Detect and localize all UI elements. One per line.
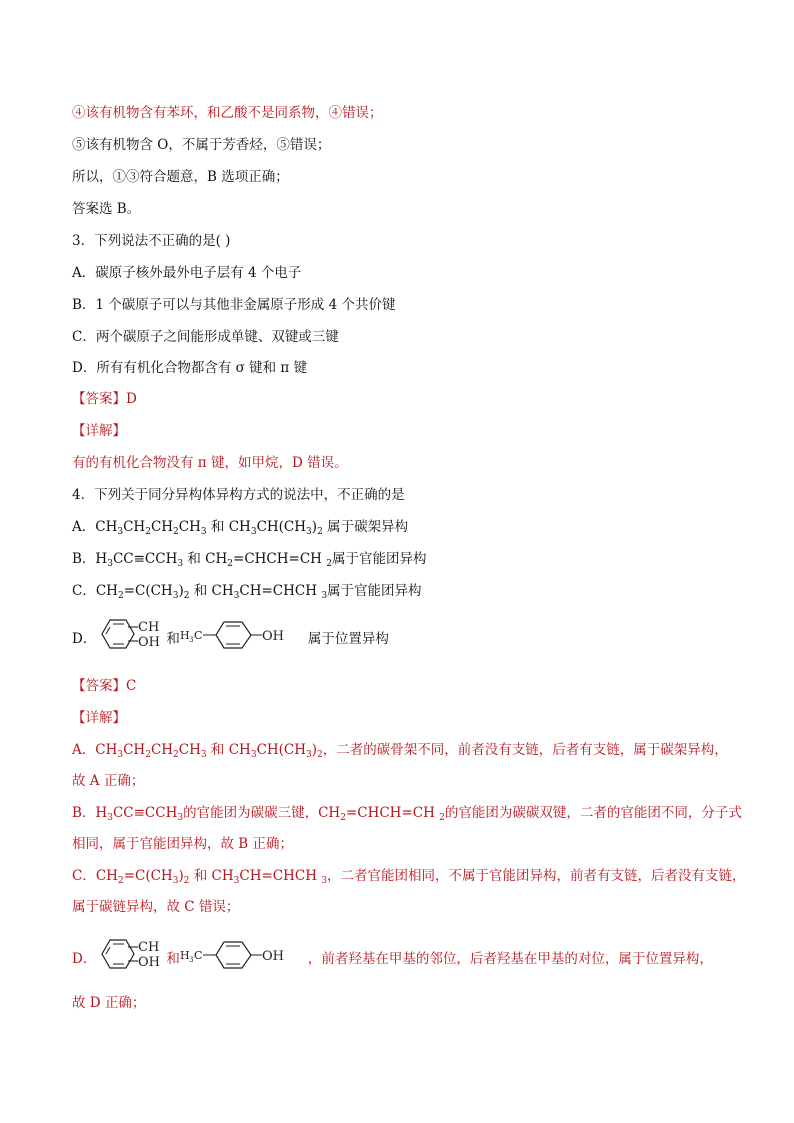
svg-text:H: H [179,629,190,642]
o-cresol-structure-detail [96,934,166,984]
q3-option-c: C．两个碳原子之间能形成单键、双键或三键 [72,329,339,345]
q4-b-and: 和 [187,551,201,567]
q4-a-suffix: 属于碳架异构 [327,519,409,535]
o-cresol-structure [96,614,166,664]
q4-d-and: 和 [166,631,180,647]
explain-summary: 所以，①③符合题意，B 选项正确； [72,169,289,185]
q4-a-prefix: A． [72,519,96,535]
q3-option-a: A．碳原子核外最外电子层有 4 个电子 [72,265,302,281]
q4-stem: 4．下列关于同分异构体异构方式的说法中，不正确的是 [72,487,405,503]
svg-text:C: C [193,629,203,642]
q4-detail-d: D． CH OH 和 H 3 C OH ，前者羟基在甲基的邻位，后者羟基在甲基的对位，属于位置异构， [72,934,734,980]
q3-option-d: D．所有有机化合物都含有 σ 键和 π 键 [72,360,308,376]
q4-detail-a: A．$CH_3CH_2CH_2CH_3$ 和 $CH_3CH(CH_3)_2$，二者的碳骨架不同，前者没有支链，后者有支链，属于碳架异构， [72,742,728,760]
svg-text:H: H [179,949,190,962]
q3-detail-tag: 【详解】 [72,423,126,439]
explain-line-4: ④该有机物含有苯环，和乙酸不是同系物，④错误； [72,105,383,121]
q3-answer-tag: 【答案】 [72,391,126,407]
q4-detail-tag: 【详解】 [72,710,126,726]
q4-answer-value: C [126,678,137,694]
svg-text:C: C [193,949,203,962]
explain-line-5: ⑤该有机物含 O，不属于芳香烃，⑤错误； [72,137,331,153]
q4-option-b: B．$H_3CC\equiv CCH_3$ 和 $CH_2=CHCH=CH$ $_2$属于官能团异构 [72,551,427,569]
svg-text:CH: CH [138,940,160,955]
q3-answer-line [72,389,734,409]
q4-c-suffix: 属于官能团异构 [327,583,422,599]
svg-text:3: 3 [188,956,194,964]
q4-option-d [72,614,734,660]
q4-b-suffix: 属于官能团异构 [331,551,427,567]
explain-answer: 答案选 B。 [72,201,141,217]
svg-text:OH: OH [138,955,161,970]
q3-detail: 有的有机化合物没有 π 键，如甲烷，D 错误。 [72,455,348,471]
p-cresol-structure [180,614,308,664]
q4-a-and: 和 [210,519,225,535]
p-cresol-structure-detail [180,934,308,984]
q4-option-a: A．$CH_3CH_2CH_2CH_3$ 和 $CH_3CH(CH_3)_2$ 属于碳架异构 [72,519,409,537]
q4-d-suffix: 属于位置异构 [307,631,389,647]
svg-text:OH: OH [261,629,284,644]
q3-answer-value: D [126,391,137,407]
q4-c-and: 和 [193,583,208,599]
q4-option-c: C．$CH_2=C(CH_3)_2$ 和 $CH_3CH=CHCH$ $_3$属于官能团异构 [72,583,422,601]
q4-answer-line [72,676,734,696]
q4-detail-b: B．$H_3CC\equiv CCH_3$的官能团为碳碳三键，$CH_2=CHCH=CH$ $_2$的官能团为碳碳双键，二者的官能团不同，分子式 [72,805,742,823]
oh-label: OH [138,635,161,650]
q4-detail-a-2: 故 A 正确； [72,773,145,789]
q4-c-prefix: C． [72,583,96,599]
q4-detail-b-2: 相同，属于官能团异构，故 B 正确； [72,836,294,852]
svg-text:3: 3 [188,636,194,644]
q4-detail-c: C．$CH_2=C(CH_3)_2$ 和 $CH_3CH=CHCH$ $_3$，二者官能团相同，不属于官能团异构，前者有支链，后者没有支链， [72,868,746,886]
q3-option-b: B．1 个碳原子可以与其他非金属原子形成 4 个共价键 [72,297,396,313]
q4-detail-c-2: 属于碳链异构，故 C 错误； [72,899,240,915]
q3-stem: 3．下列说法不正确的是( ) [72,233,231,249]
q4-answer-tag: 【答案】 [72,678,126,694]
ch3-label: CH [138,620,160,635]
svg-text:OH: OH [261,949,284,964]
q4-b-prefix: B． [72,551,96,567]
q4-d-prefix: D． [72,631,97,647]
q4-detail-d-2: 故 D 正确； [72,995,146,1011]
